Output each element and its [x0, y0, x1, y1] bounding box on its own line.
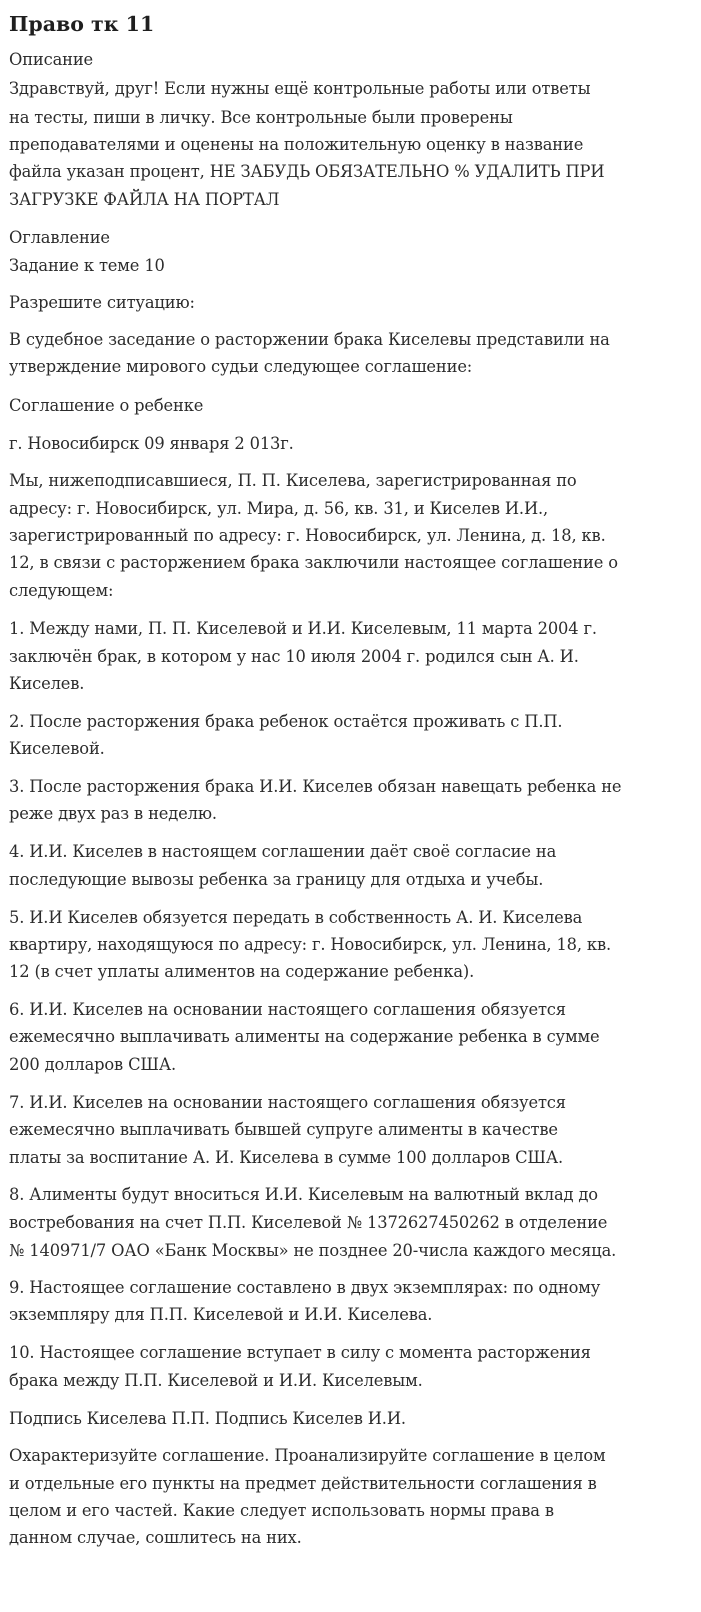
agreement-clause-line: 10. Настоящее соглашение вступает в силу с момента расторжения — [9, 1343, 591, 1362]
agreement-clause-line: Киселевой. — [9, 739, 105, 758]
description-text-line: файла указан процент, НЕ ЗАБУДЬ ОБЯЗАТЕЛЬНО % УДАЛИТЬ ПРИ — [9, 162, 605, 181]
agreement-preamble-line: 12, в связи с расторжением брака заключили настоящее соглашение о — [9, 553, 618, 572]
agreement-clause-line: 5. И.И Киселев обязуется передать в собственность А. И. Киселева — [9, 908, 583, 927]
description-text-line: на тесты, пиши в личку. Все контрольные были проверены — [9, 108, 513, 127]
agreement-clause-line: ежемесячно выплачивать бывшей супруге алименты в качестве — [9, 1120, 558, 1139]
agreement-clause-line: 200 долларов США. — [9, 1055, 177, 1074]
agreement-title: Соглашение о ребенке — [9, 396, 204, 415]
page-title: Право тк 11 — [9, 12, 155, 36]
agreement-clause-line: заключён брак, в котором у нас 10 июля 2004 г. родился сын А. И. — [9, 647, 579, 666]
contents-item: Задание к теме 10 — [9, 256, 165, 275]
description-text-line: ЗАГРУЗКЕ ФАЙЛА НА ПОРТАЛ — [9, 190, 280, 209]
agreement-clause-line: 7. И.И. Киселев на основании настоящего соглашения обязуется — [9, 1093, 566, 1112]
agreement-clause-line: 1. Между нами, П. П. Киселевой и И.И. Киселевым, 11 марта 2004 г. — [9, 619, 597, 638]
agreement-preamble-line: следующем: — [9, 581, 114, 600]
task-question-line: и отдельные его пункты на предмет действительности соглашения в — [9, 1474, 597, 1493]
agreement-clause-line: последующие вывозы ребенка за границу для отдыха и учебы. — [9, 870, 544, 889]
description-text-line: преподавателями и оценены на положительную оценку в название — [9, 135, 584, 154]
agreement-preamble-line: зарегистрированный по адресу: г. Новосибирск, ул. Ленина, д. 18, кв. — [9, 526, 606, 545]
agreement-clause-line: платы за воспитание А. И. Киселева в сумме 100 долларов США. — [9, 1148, 564, 1167]
task-question-line: целом и его частей. Какие следует использовать нормы права в — [9, 1501, 554, 1520]
agreement-clause-line: востребования на счет П.П. Киселевой № 1372627450262 в отделение — [9, 1213, 608, 1232]
agreement-clause-line: брака между П.П. Киселевой и И.И. Киселевым. — [9, 1371, 423, 1390]
agreement-clause-line: 9. Настоящее соглашение составлено в двух экземплярах: по одному — [9, 1278, 601, 1297]
section-label-contents: Оглавление — [9, 228, 110, 247]
agreement-clause-line: квартиру, находящуюся по адресу: г. Новосибирск, ул. Ленина, 18, кв. — [9, 935, 611, 954]
agreement-clause-line: № 140971/7 ОАО «Банк Москвы» не позднее 20-числа каждого месяца. — [9, 1241, 617, 1260]
agreement-clause-line: 4. И.И. Киселев в настоящем соглашении даёт своё согласие на — [9, 842, 557, 861]
agreement-signatures: Подпись Киселева П.П. Подпись Киселев И.И. — [9, 1409, 406, 1428]
agreement-clause-line: ежемесячно выплачивать алименты на содержание ребенка в сумме — [9, 1027, 600, 1046]
situation-text-line: В судебное заседание о расторжении брака Киселевы представили на — [9, 330, 610, 349]
agreement-place-date: г. Новосибирск 09 января 2 013г. — [9, 434, 294, 453]
agreement-clause-line: 12 (в счет уплаты алиментов на содержание ребенка). — [9, 962, 475, 981]
situation-text-line: утверждение мирового судьи следующее соглашение: — [9, 357, 473, 376]
agreement-clause-line: 3. После расторжения брака И.И. Киселев обязан навещать ребенка не — [9, 777, 622, 796]
agreement-preamble-line: адресу: г. Новосибирск, ул. Мира, д. 56, кв. 31, и Киселев И.И., — [9, 499, 549, 518]
agreement-clause-line: Киселев. — [9, 674, 85, 693]
task-question-line: Охарактеризуйте соглашение. Проанализируйте соглашение в целом — [9, 1446, 606, 1465]
agreement-clause-line: 8. Алименты будут вноситься И.И. Киселевым на валютный вклад до — [9, 1185, 598, 1204]
task-question-line: данном случае, сошлитесь на них. — [9, 1528, 302, 1547]
description-text-line: Здравствуй, друг! Если нужны ещё контрольные работы или ответы — [9, 79, 591, 98]
agreement-clause-line: реже двух раз в неделю. — [9, 804, 217, 823]
task-intro: Разрешите ситуацию: — [9, 293, 195, 312]
agreement-preamble-line: Мы, нижеподписавшиеся, П. П. Киселева, зарегистрированная по — [9, 471, 577, 490]
agreement-clause-line: 6. И.И. Киселев на основании настоящего соглашения обязуется — [9, 1000, 566, 1019]
agreement-clause-line: экземпляру для П.П. Киселевой и И.И. Киселева. — [9, 1305, 433, 1324]
agreement-clause-line: 2. После расторжения брака ребенок остаётся проживать с П.П. — [9, 712, 563, 731]
section-label-description: Описание — [9, 50, 94, 69]
